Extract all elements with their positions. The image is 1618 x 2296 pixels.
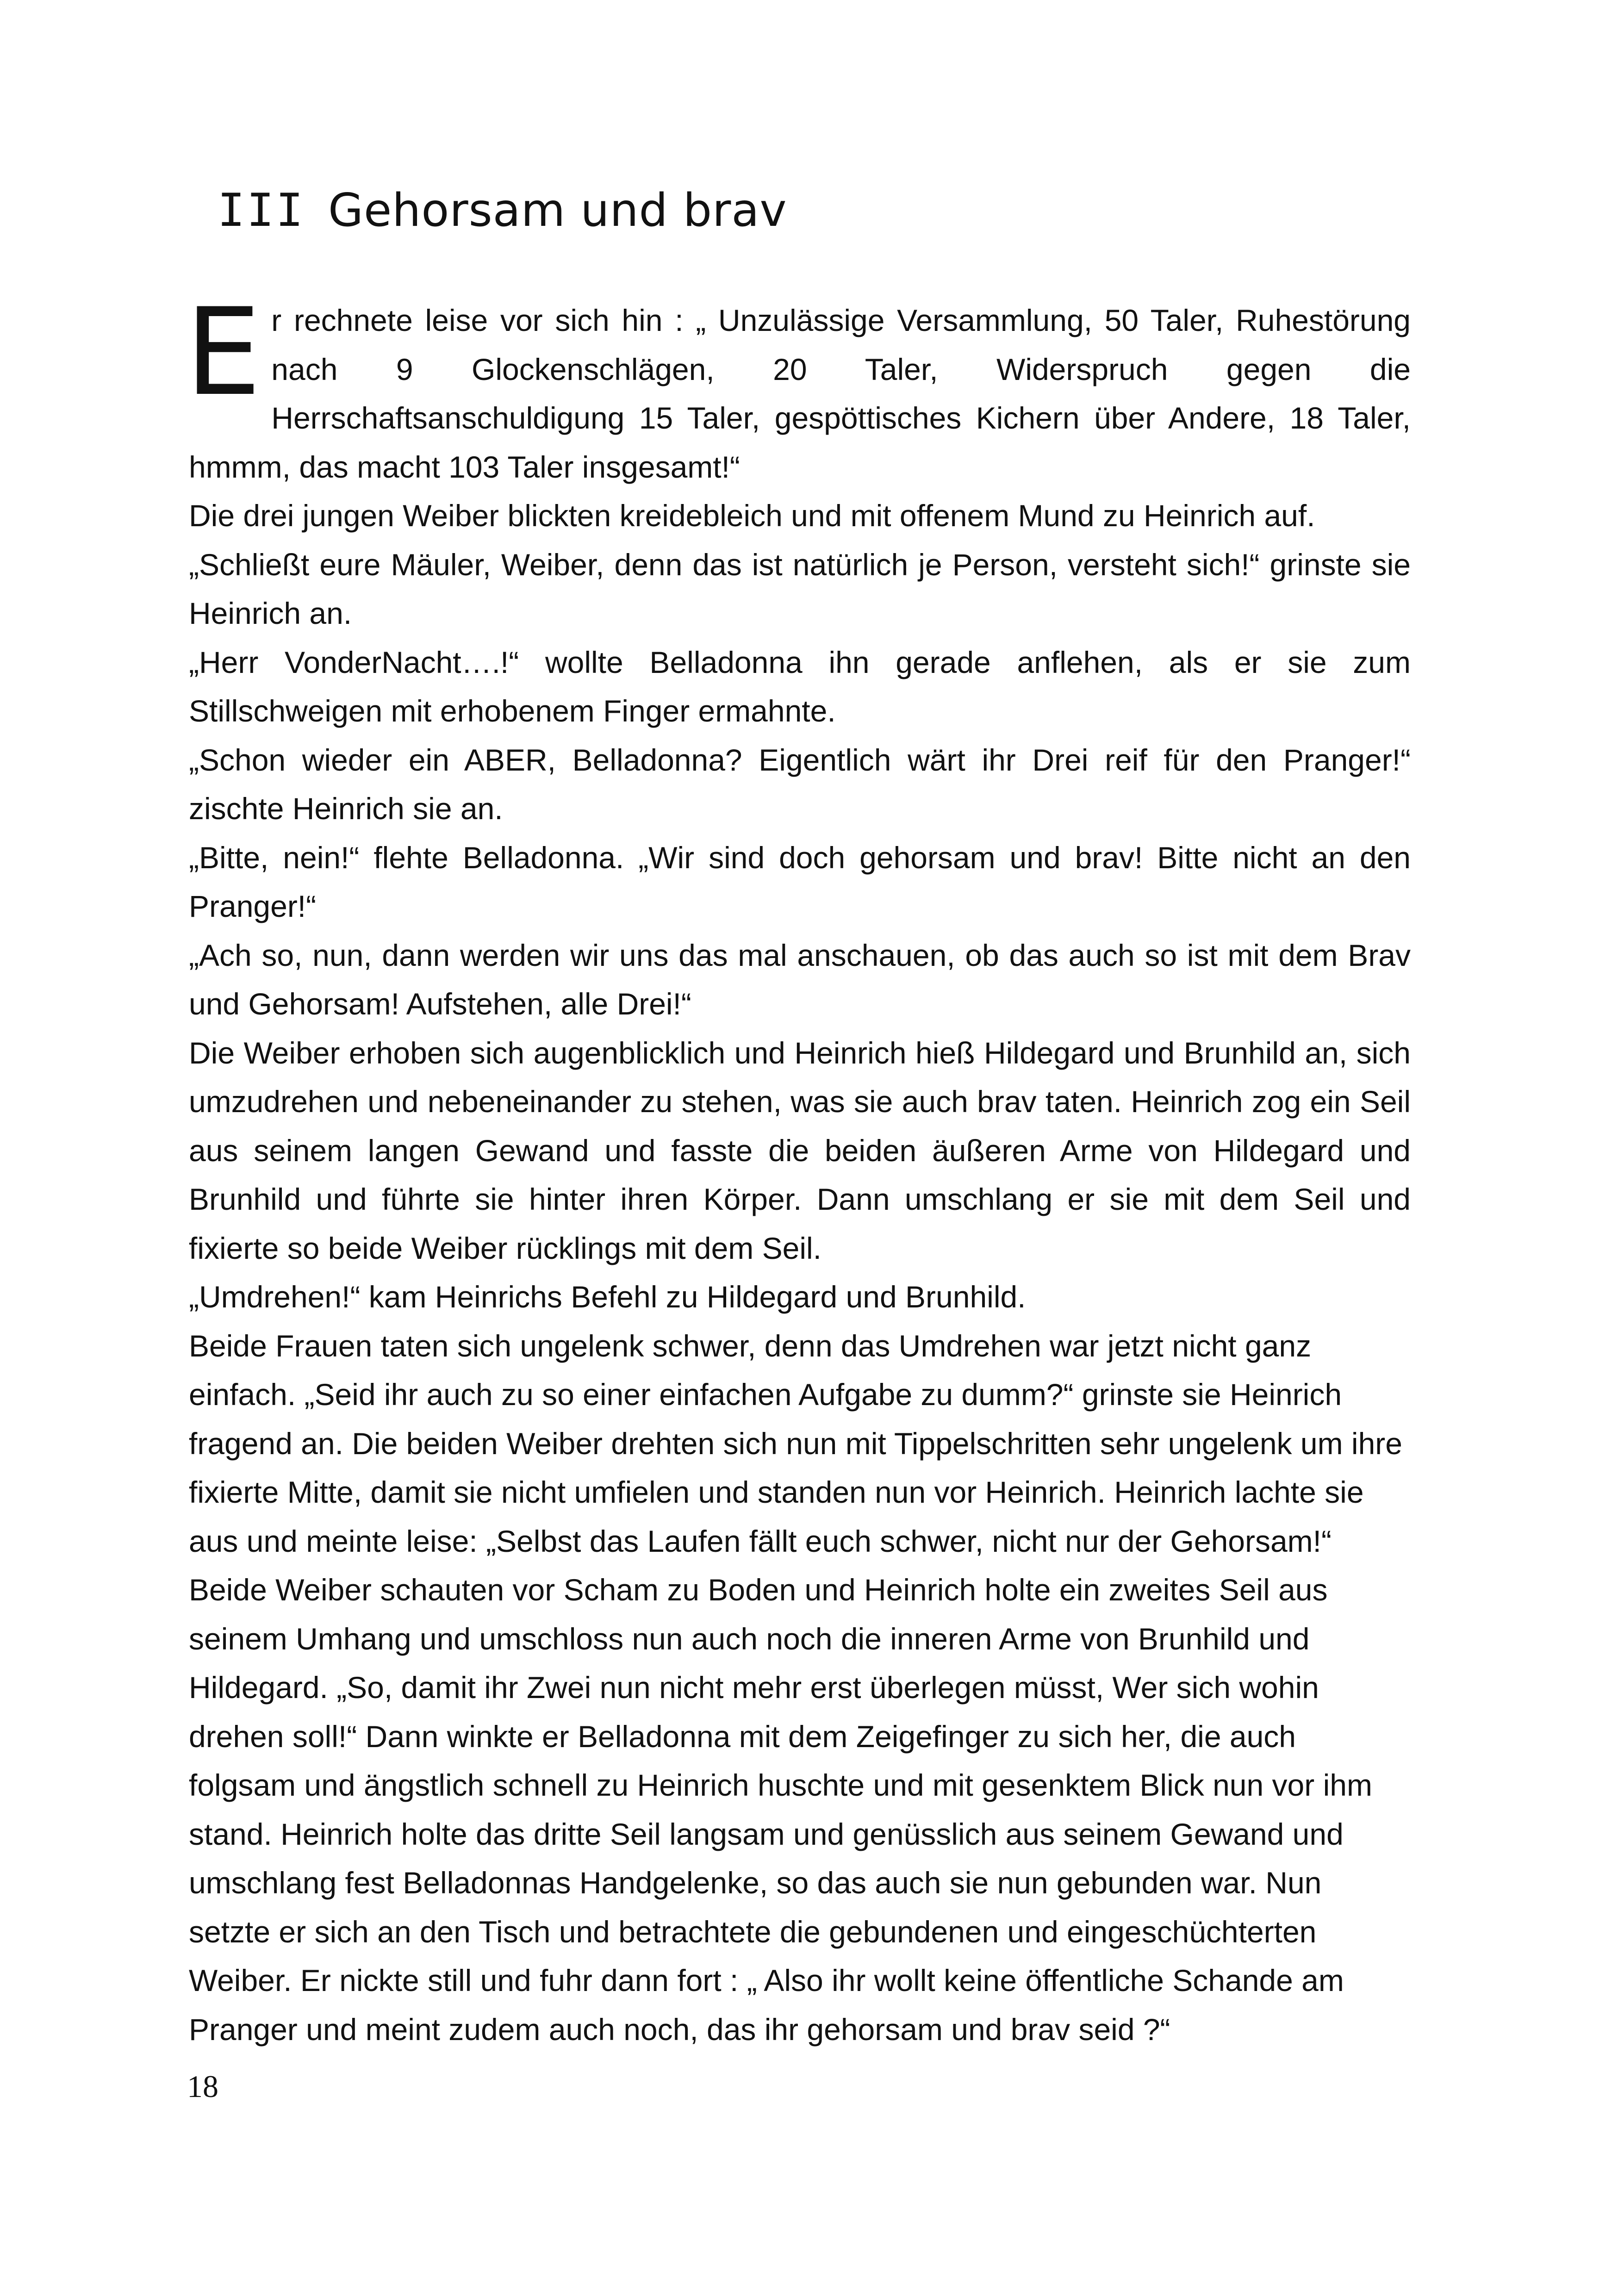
- paragraph: [185, 283, 1411, 492]
- paragraph: Die drei jungen Weiber blickten kreidebleich und mit offenem Mund zu Heinrich auf.: [189, 498, 1315, 533]
- chapter-title-text: Gehorsam und brav: [328, 184, 787, 237]
- paragraph: Beide Frauen taten sich ungelenk schwer, denn das Umdrehen war jetzt nicht ganz einfach. „Seid ihr auch zu so einer einfachen Aufgabe zu dumm?“ grinste sie Heinrich fragend an. Die beiden Weiber drehten sich nun mit Tippelschritten sehr ungelenk um ihre fixierte Mitte, damit sie nicht umfielen und standen nun vor Heinrich. Heinrich lachte sie aus und meinte leise: „Selbst das Laufen fällt euch schwer, nicht nur der Gehorsam!“ Beide Weiber schauten vor Scham zu Boden und Heinrich holte ein zweites Seil aus seinem Umhang und umschloss nun auch noch die inneren Arme von Brunhild und Hildegard. „So, damit ihr Zwei nun nicht mehr erst überlegen müsst, Wer sich wohin drehen soll!“ Dann winkte er Belladonna mit dem Zeigefinger zu sich her, die auch folgsam und ängstlich schnell zu Heinrich huschte und mit gesenktem Blick nun vor ihm stand. Heinrich holte das dritte Seil langsam und genüsslich aus seinem Gewand und umschlang fest Belladonnas Handgelenke, so das auch sie nun gebunden war. Nun setzte er sich an den Tisch und betrachtete die gebundenen und eingeschüchterten Weiber. Er nickte still und fuhr dann fort : „ Also ihr wollt keine öffentliche Schande am Pranger und meint zudem auch noch, das ihr gehorsam und brav seid ?“: [189, 1328, 1402, 2047]
- chapter-title: [218, 180, 787, 241]
- body-text: [185, 283, 1411, 2054]
- paragraph: „Schließt eure Mäuler, Weiber, denn das ist natürlich je Person, versteht sich!“ grinste sie Heinrich an.: [189, 547, 1411, 630]
- paragraph: „Bitte, nein!“ flehte Belladonna. „Wir sind doch gehorsam und brav! Bitte nicht an den Pranger!“: [189, 840, 1411, 923]
- paragraph: „Herr VonderNacht….!“ wollte Belladonna ihn gerade anflehen, als er sie zum Stillschweigen mit erhobenem Finger ermahnte.: [189, 645, 1411, 728]
- page-number: 18: [187, 2069, 218, 2104]
- drop-cap: E: [185, 283, 261, 423]
- paragraph: „Umdrehen!“ kam Heinrichs Befehl zu Hildegard und Brunhild.: [189, 1280, 1026, 1314]
- paragraph-text: r rechnete leise vor sich hin : „ Unzulässige Versammlung, 50 Taler, Ruhestörung nach 9 Glockenschlägen, 20 Taler, Widerspruch gegen die Herrschaftsanschuldigung 15 Taler, gespöttisches Kichern über Andere, 18 Taler, hmmm, das macht 103 Taler insgesamt!“: [189, 303, 1411, 484]
- paragraph: „Ach so, nun, dann werden wir uns das mal anschauen, ob das auch so ist mit dem Brav und Gehorsam! Aufstehen, alle Drei!“: [189, 938, 1411, 1021]
- paragraph: Die Weiber erhoben sich augenblicklich und Heinrich hieß Hildegard und Brunhild an, sich umzudrehen und nebeneinander zu stehen, was sie auch brav taten. Heinrich zog ein Seil aus seinem langen Gewand und fasste die beiden äußeren Arme von Hildegard und Brunhild und führte sie hinter ihren Körper. Dann umschlang er sie mit dem Seil und fixierte so beide Weiber rücklings mit dem Seil.: [189, 1035, 1411, 1265]
- paragraph: „Schon wieder ein ABER, Belladonna? Eigentlich wärt ihr Drei reif für den Pranger!“ zischte Heinrich sie an.: [189, 742, 1411, 826]
- chapter-numeral: III: [218, 184, 305, 237]
